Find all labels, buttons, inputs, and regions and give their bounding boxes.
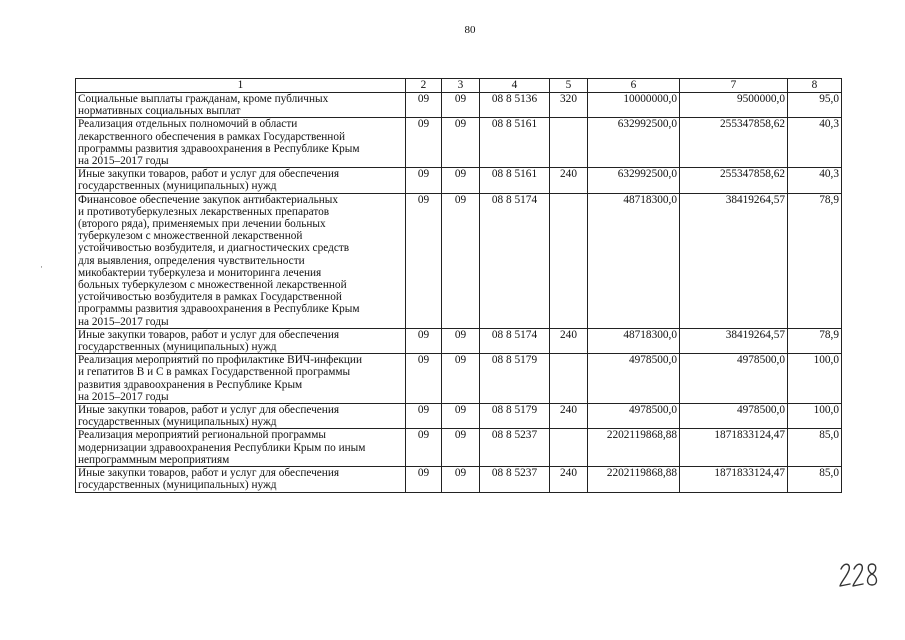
expense-type-code: 240 <box>550 328 588 353</box>
target-article-code: 08 8 5161 <box>480 168 550 193</box>
expense-type-code <box>550 193 588 328</box>
row-description: Реализация отдельных полномочий в области лекарственного обеспечения в рамках Государственной программы развития здравоохранения в Республике Крым на 2015–2017 годы <box>76 118 406 168</box>
section-code: 09 <box>406 193 442 328</box>
planned-amount: 2202119868,88 <box>588 467 680 492</box>
executed-amount: 255347858,62 <box>680 118 788 168</box>
subsection-code: 09 <box>442 467 480 492</box>
executed-amount: 38419264,57 <box>680 328 788 353</box>
execution-percent: 40,3 <box>788 118 842 168</box>
subsection-code: 09 <box>442 328 480 353</box>
expense-type-code <box>550 354 588 404</box>
target-article-code: 08 8 5237 <box>480 429 550 467</box>
executed-amount: 4978500,0 <box>680 354 788 404</box>
target-article-code: 08 8 5174 <box>480 193 550 328</box>
row-description: Социальные выплаты гражданам, кроме публичных нормативных социальных выплат <box>76 93 406 118</box>
subsection-code: 09 <box>442 404 480 429</box>
row-description: Иные закупки товаров, работ и услуг для обеспечения государственных (муниципальных) нужд <box>76 404 406 429</box>
header-cell: 7 <box>680 79 788 93</box>
executed-amount: 255347858,62 <box>680 168 788 193</box>
planned-amount: 4978500,0 <box>588 354 680 404</box>
header-cell: 2 <box>406 79 442 93</box>
execution-percent: 40,3 <box>788 168 842 193</box>
table-row <box>76 404 842 429</box>
executed-amount: 4978500,0 <box>680 404 788 429</box>
section-code: 09 <box>406 93 442 118</box>
header-cell: 6 <box>588 79 680 93</box>
target-article-code: 08 8 5179 <box>480 404 550 429</box>
execution-percent: 78,9 <box>788 193 842 328</box>
target-article-code: 08 8 5179 <box>480 354 550 404</box>
table-row <box>76 354 842 404</box>
planned-amount: 2202119868,88 <box>588 429 680 467</box>
header-cell: 4 <box>480 79 550 93</box>
execution-percent: 100,0 <box>788 404 842 429</box>
table-header <box>76 79 842 93</box>
expense-type-code: 240 <box>550 467 588 492</box>
subsection-code: 09 <box>442 168 480 193</box>
target-article-code: 08 8 5161 <box>480 118 550 168</box>
table-row <box>76 93 842 118</box>
table-row <box>76 467 842 492</box>
budget-table <box>75 78 842 493</box>
planned-amount: 10000000,0 <box>588 93 680 118</box>
planned-amount: 632992500,0 <box>588 118 680 168</box>
section-code: 09 <box>406 118 442 168</box>
subsection-code: 09 <box>442 118 480 168</box>
execution-percent: 95,0 <box>788 93 842 118</box>
row-description: Реализация мероприятий по профилактике ВИЧ-инфекции и гепатитов В и С в рамках Государственной программы развития здравоохранения в Республике Крым на 2015–2017 годы <box>76 354 406 404</box>
header-cell: 3 <box>442 79 480 93</box>
execution-percent: 100,0 <box>788 354 842 404</box>
subsection-code: 09 <box>442 354 480 404</box>
table-row <box>76 118 842 168</box>
section-code: 09 <box>406 328 442 353</box>
expense-type-code <box>550 429 588 467</box>
row-description: Финансовое обеспечение закупок антибактериальных и противотуберкулезных лекарственных препаратов (второго ряда), применяемых при лечении больных туберкулезом с множественной лекарственной устойчивостью возбудителя, и диагностических средств для выявления, определения чувствительности микобактерии туберкулеза и мониторинга лечения больных туберкулезом с множественной лекарственной устойчивостью возбудителя в рамках Государственной программы развития здравоохранения в Республике Крым на 2015–2017 годы <box>76 193 406 328</box>
planned-amount: 632992500,0 <box>588 168 680 193</box>
section-code: 09 <box>406 404 442 429</box>
planned-amount: 48718300,0 <box>588 193 680 328</box>
row-description: Реализация мероприятий региональной программы модернизации здравоохранения Республики Крым по иным непрограммным мероприятиям <box>76 429 406 467</box>
expense-type-code: 320 <box>550 93 588 118</box>
section-code: 09 <box>406 354 442 404</box>
target-article-code: 08 8 5237 <box>480 467 550 492</box>
execution-percent: 85,0 <box>788 467 842 492</box>
planned-amount: 48718300,0 <box>588 328 680 353</box>
row-description: Иные закупки товаров, работ и услуг для обеспечения государственных (муниципальных) нужд <box>76 467 406 492</box>
expense-type-code: 240 <box>550 404 588 429</box>
handwritten-folio-number <box>838 560 883 590</box>
margin-mark: · <box>40 262 43 272</box>
execution-percent: 78,9 <box>788 328 842 353</box>
expense-type-code <box>550 118 588 168</box>
page-number: 80 <box>464 24 476 36</box>
table-row <box>76 328 842 353</box>
table-body <box>76 93 842 493</box>
execution-percent: 85,0 <box>788 429 842 467</box>
table-row <box>76 193 842 328</box>
executed-amount: 38419264,57 <box>680 193 788 328</box>
executed-amount: 1871833124,47 <box>680 467 788 492</box>
planned-amount: 4978500,0 <box>588 404 680 429</box>
header-cell: 5 <box>550 79 588 93</box>
executed-amount: 9500000,0 <box>680 93 788 118</box>
expense-type-code: 240 <box>550 168 588 193</box>
row-description: Иные закупки товаров, работ и услуг для обеспечения государственных (муниципальных) нужд <box>76 168 406 193</box>
table-row <box>76 168 842 193</box>
row-description: Иные закупки товаров, работ и услуг для обеспечения государственных (муниципальных) нужд <box>76 328 406 353</box>
section-code: 09 <box>406 429 442 467</box>
section-code: 09 <box>406 168 442 193</box>
header-cell: 8 <box>788 79 842 93</box>
table-row <box>76 429 842 467</box>
section-code: 09 <box>406 467 442 492</box>
target-article-code: 08 8 5136 <box>480 93 550 118</box>
header-row <box>76 79 842 93</box>
subsection-code: 09 <box>442 429 480 467</box>
subsection-code: 09 <box>442 193 480 328</box>
header-cell: 1 <box>76 79 406 93</box>
target-article-code: 08 8 5174 <box>480 328 550 353</box>
subsection-code: 09 <box>442 93 480 118</box>
executed-amount: 1871833124,47 <box>680 429 788 467</box>
